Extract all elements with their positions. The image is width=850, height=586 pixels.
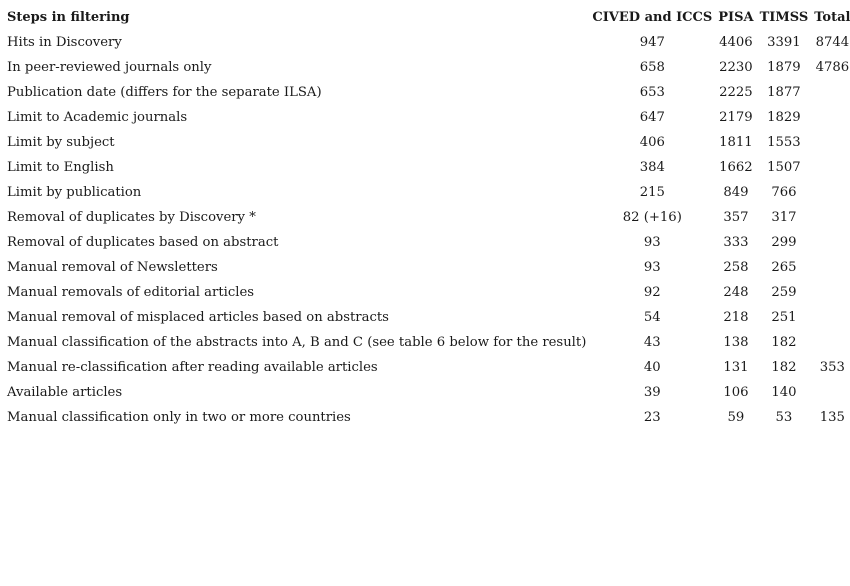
timss-cell: 53	[775, 410, 793, 425]
total-cell	[811, 230, 850, 255]
cived-cell: 658	[639, 60, 665, 75]
timss-cell: 182	[771, 360, 797, 375]
step-cell: Manual removal of Newsletters	[7, 260, 218, 275]
cived-cell: 653	[639, 85, 665, 100]
pisa-cell: 106	[723, 385, 749, 400]
timss-cell: 1829	[767, 110, 801, 125]
timss-cell: 1553	[767, 135, 801, 150]
table-row	[4, 280, 850, 305]
table-row	[4, 380, 850, 405]
pisa-cell: 258	[723, 260, 749, 275]
cived-cell: 93	[643, 235, 661, 250]
total-cell	[811, 380, 850, 405]
timss-cell: 1879	[767, 60, 801, 75]
pisa-cell: 138	[723, 335, 749, 350]
table-row	[4, 30, 850, 55]
filtering-steps-table	[4, 5, 850, 430]
timss-cell: 182	[771, 335, 797, 350]
cived-cell: 54	[643, 310, 661, 325]
pisa-cell: 2225	[719, 85, 753, 100]
timss-cell: 1877	[767, 85, 801, 100]
step-cell: Manual re-classification after reading available articles	[7, 360, 378, 375]
pisa-cell: 333	[723, 235, 749, 250]
cived-cell: 92	[643, 285, 661, 300]
pisa-cell: 218	[723, 310, 749, 325]
step-cell: Available articles	[7, 385, 123, 400]
header-pisa: PISA	[718, 10, 754, 25]
pisa-cell: 1662	[719, 160, 753, 175]
cived-cell: 43	[643, 335, 661, 350]
timss-cell: 766	[771, 185, 797, 200]
timss-cell: 251	[771, 310, 797, 325]
cived-cell: 93	[643, 260, 661, 275]
table-row	[4, 80, 850, 105]
step-cell: Limit to Academic journals	[7, 110, 188, 125]
header-total: Total	[814, 10, 850, 25]
header-steps: Steps in filtering	[7, 10, 130, 25]
step-cell: Removal of duplicates by Discovery *	[7, 210, 256, 225]
table-row	[4, 155, 850, 180]
cived-cell: 82 (+16)	[622, 210, 682, 225]
step-cell: Manual removals of editorial articles	[7, 285, 255, 300]
table-row	[4, 205, 850, 230]
table-row	[4, 330, 850, 355]
pisa-cell: 2179	[719, 110, 753, 125]
pisa-cell: 2230	[719, 60, 753, 75]
total-cell	[811, 255, 850, 280]
total-cell: 353	[819, 360, 845, 375]
total-cell	[811, 330, 850, 355]
cived-cell: 215	[639, 185, 665, 200]
header-cived-iccs: CIVED and ICCS	[592, 10, 713, 25]
header-row	[4, 5, 850, 30]
step-cell: Manual classification only in two or more countries	[7, 410, 351, 425]
timss-cell: 1507	[767, 160, 801, 175]
table-row	[4, 355, 850, 380]
step-cell: Manual classification of the abstracts into A, B and C (see table 6 below for the result)	[7, 335, 587, 350]
table-row	[4, 255, 850, 280]
pisa-cell: 1811	[719, 135, 753, 150]
step-cell: In peer-reviewed journals only	[7, 60, 212, 75]
cived-cell: 384	[639, 160, 665, 175]
timss-cell: 265	[771, 260, 797, 275]
cived-cell: 39	[643, 385, 661, 400]
table-row	[4, 55, 850, 80]
cived-cell: 947	[639, 35, 665, 50]
pisa-cell: 131	[723, 360, 749, 375]
step-cell: Limit by subject	[7, 135, 115, 150]
pisa-cell: 248	[723, 285, 749, 300]
timss-cell: 259	[771, 285, 797, 300]
total-cell: 4786	[815, 60, 850, 75]
total-cell	[811, 130, 850, 155]
total-cell	[811, 155, 850, 180]
total-cell	[811, 305, 850, 330]
table-row	[4, 180, 850, 205]
timss-cell: 140	[771, 385, 797, 400]
step-cell: Manual removal of misplaced articles based on abstracts	[7, 310, 389, 325]
pisa-cell: 4406	[719, 35, 753, 50]
total-cell	[811, 105, 850, 130]
cived-cell: 647	[639, 110, 665, 125]
table-row	[4, 105, 850, 130]
pisa-cell: 849	[723, 185, 749, 200]
timss-cell: 3391	[767, 35, 801, 50]
table-row	[4, 230, 850, 255]
table-row	[4, 405, 850, 430]
header-timss: TIMSS	[759, 10, 809, 25]
total-cell: 8744	[815, 35, 850, 50]
cived-cell: 23	[643, 410, 661, 425]
table-row	[4, 130, 850, 155]
cived-cell: 40	[643, 360, 661, 375]
table-header	[4, 5, 850, 30]
total-cell	[811, 280, 850, 305]
cived-cell: 406	[639, 135, 665, 150]
timss-cell: 299	[771, 235, 797, 250]
table-body	[4, 30, 850, 430]
total-cell	[811, 205, 850, 230]
total-cell	[811, 180, 850, 205]
total-cell	[811, 80, 850, 105]
step-cell: Publication date (differs for the separate ILSA)	[7, 85, 322, 100]
step-cell: Limit to English	[7, 160, 114, 175]
pisa-cell: 357	[723, 210, 749, 225]
pisa-cell: 59	[727, 410, 745, 425]
step-cell: Removal of duplicates based on abstract	[7, 235, 279, 250]
step-cell: Hits in Discovery	[7, 35, 122, 50]
total-cell: 135	[819, 410, 845, 425]
step-cell: Limit by publication	[7, 185, 142, 200]
timss-cell: 317	[771, 210, 797, 225]
table-row	[4, 305, 850, 330]
